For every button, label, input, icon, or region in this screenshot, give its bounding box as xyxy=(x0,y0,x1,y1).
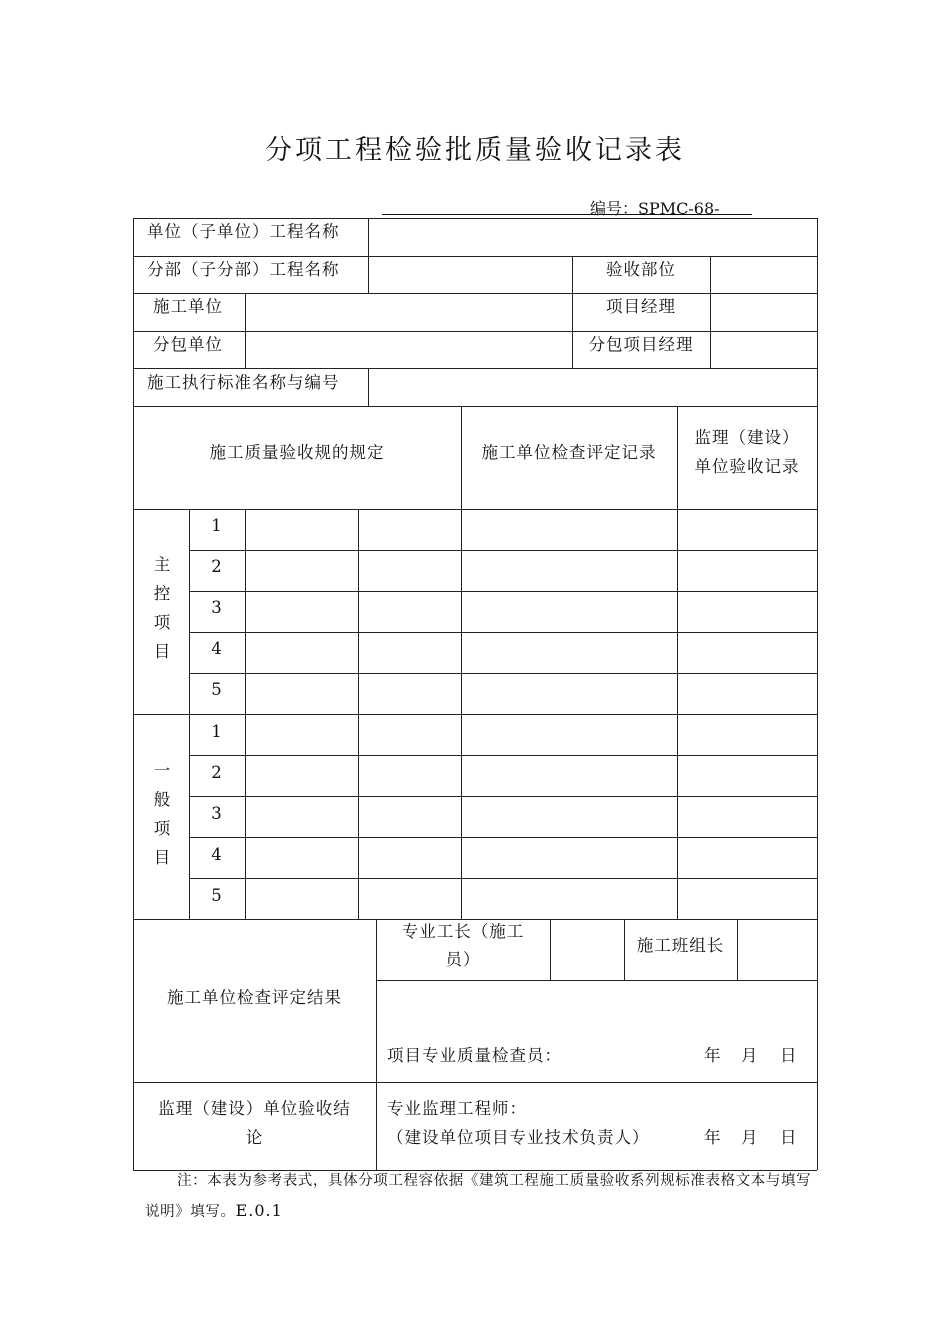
general-item-number: 2 xyxy=(211,763,223,782)
acceptance-part-label: 验收部位 xyxy=(606,260,676,279)
foreman-label-line2: 员） xyxy=(445,950,481,969)
construction-unit-label: 施工单位 xyxy=(153,297,223,316)
general-item-number: 3 xyxy=(211,804,223,823)
main-item-number: 2 xyxy=(211,557,223,576)
result-month-label: 月 xyxy=(741,1046,759,1065)
footnote-code: E.0.1 xyxy=(235,1201,283,1220)
conclusion-year-label: 年 xyxy=(704,1128,722,1147)
team-leader-label: 施工班组长 xyxy=(636,936,725,955)
standard-name-label: 施工执行标准名称与编号 xyxy=(147,373,340,392)
sub-project-name-label: 分部（子分部）工程名称 xyxy=(147,260,340,279)
main-item-number: 3 xyxy=(211,598,223,617)
conclusion-month-label: 月 xyxy=(741,1128,759,1147)
general-item-number: 1 xyxy=(211,722,223,741)
conclusion-label-line1: 监理（建设）单位验收结 xyxy=(158,1099,351,1118)
subcontract-manager-label: 分包项目经理 xyxy=(588,335,694,354)
page-title: 分项工程检验批质量验收记录表 xyxy=(265,135,685,166)
footnote xyxy=(145,1167,817,1227)
owner-representative-label: （建设单位项目专业技术负责人） xyxy=(387,1128,650,1147)
doc-number: 编号：SPMC-68- xyxy=(590,199,720,218)
spec-header: 施工质量验收规的规定 xyxy=(209,443,385,462)
subcontract-unit-label: 分包单位 xyxy=(153,335,223,354)
supervisor-record-header-line1: 监理（建设） xyxy=(694,428,800,447)
quality-inspector-label: 项目专业质量检查员： xyxy=(387,1046,562,1065)
foreman-label-line1: 专业工长（施工 xyxy=(401,922,525,941)
main-item-number: 4 xyxy=(211,639,223,658)
conclusion-label-line2: 论 xyxy=(245,1128,264,1147)
contractor-record-header: 施工单位检查评定记录 xyxy=(481,443,657,462)
result-day-label: 日 xyxy=(780,1046,798,1065)
footnote-text: 注：本表为参考表式，具体分项工程容依据《建筑工程施工质量验收系列规标准表格文本与填写说明》填写。 xyxy=(145,1173,812,1220)
result-year-label: 年 xyxy=(704,1046,722,1065)
result-label: 施工单位检查评定结果 xyxy=(167,988,342,1007)
project-manager-label: 项目经理 xyxy=(606,297,676,316)
main-item-number: 5 xyxy=(211,680,223,699)
conclusion-day-label: 日 xyxy=(780,1128,798,1147)
unit-project-name-label: 单位（子单位）工程名称 xyxy=(147,222,340,241)
supervising-engineer-label: 专业监理工程师： xyxy=(387,1099,527,1118)
general-item-number: 4 xyxy=(211,845,223,864)
doc-number-underline xyxy=(382,214,752,215)
general-item-number: 5 xyxy=(211,886,223,905)
supervisor-record-header-line2: 单位验收记录 xyxy=(694,457,800,476)
main-item-number: 1 xyxy=(211,516,223,535)
